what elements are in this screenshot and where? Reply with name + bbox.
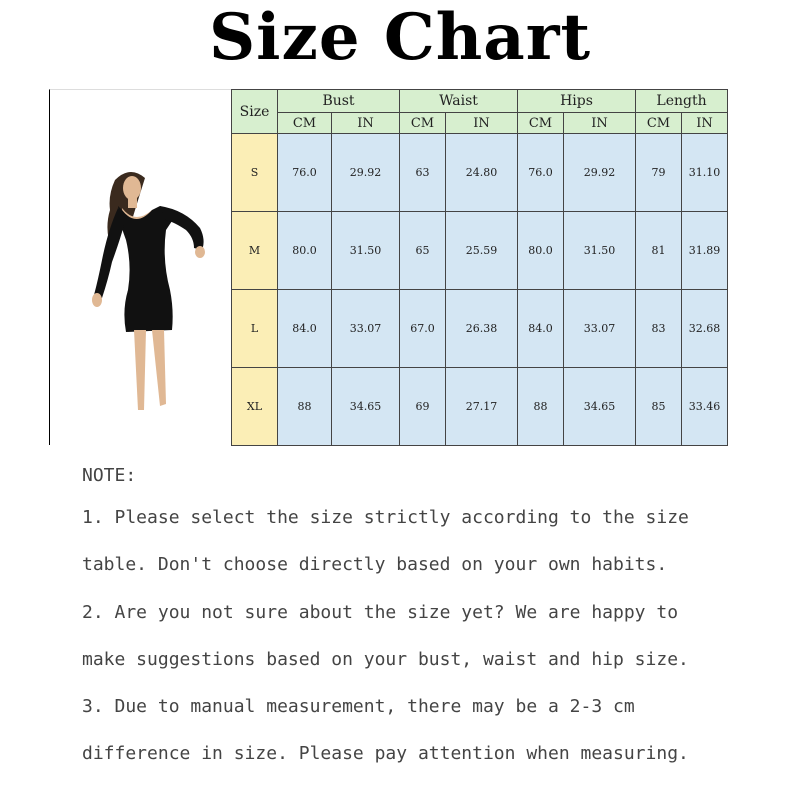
table-row [232,290,728,368]
page-title: Size Chart [208,0,592,75]
bust-in-header: IN [332,113,400,134]
bust-header: Bust [278,90,400,113]
value-cell: 33.07 [332,290,400,368]
product-photo [49,89,231,445]
waist-cm-header: CM [400,113,446,134]
value-cell: 88 [518,368,564,446]
value-cell: 76.0 [278,134,332,212]
size-cell: M [232,212,278,290]
value-cell: 31.50 [564,212,636,290]
waist-in-header: IN [446,113,518,134]
value-cell: 27.17 [446,368,518,446]
table-row [232,212,728,290]
notes-section [82,458,782,778]
bust-cm-header: CM [278,113,332,134]
value-cell: 31.89 [682,212,728,290]
value-cell: 80.0 [278,212,332,290]
value-cell: 81 [636,212,682,290]
note-line: difference in size. Please pay attention when measuring. [82,743,689,765]
value-cell: 29.92 [332,134,400,212]
value-cell: 69 [400,368,446,446]
table-row [232,368,728,446]
value-cell: 32.68 [682,290,728,368]
value-cell: 88 [278,368,332,446]
length-header: Length [636,90,728,113]
size-chart-table [231,89,728,446]
waist-header: Waist [400,90,518,113]
table-row [232,134,728,212]
length-cm-header: CM [636,113,682,134]
value-cell: 24.80 [446,134,518,212]
value-cell: 84.0 [278,290,332,368]
note-line: make suggestions based on your bust, waist and hip size. [82,648,689,670]
value-cell: 79 [636,134,682,212]
value-cell: 34.65 [332,368,400,446]
value-cell: 65 [400,212,446,290]
value-cell: 84.0 [518,290,564,368]
value-cell: 29.92 [564,134,636,212]
dress-model-illustration [90,170,210,430]
value-cell: 34.65 [564,368,636,446]
value-cell: 26.38 [446,290,518,368]
value-cell: 76.0 [518,134,564,212]
value-cell: 67.0 [400,290,446,368]
value-cell: 80.0 [518,212,564,290]
hips-cm-header: CM [518,113,564,134]
note-line: 2. Are you not sure about the size yet? We are happy to [82,601,679,623]
size-cell: L [232,290,278,368]
size-cell: XL [232,368,278,446]
value-cell: 31.10 [682,134,728,212]
value-cell: 31.50 [332,212,400,290]
value-cell: 33.07 [564,290,636,368]
size-column-header: Size [232,90,278,134]
note-line: 3. Due to manual measurement, there may be a 2-3 cm [82,696,635,718]
notes-heading: NOTE: [82,465,137,486]
value-cell: 83 [636,290,682,368]
hips-in-header: IN [564,113,636,134]
size-cell: S [232,134,278,212]
note-line: table. Don't choose directly based on your own habits. [82,554,668,576]
value-cell: 33.46 [682,368,728,446]
value-cell: 85 [636,368,682,446]
value-cell: 63 [400,134,446,212]
length-in-header: IN [682,113,728,134]
note-line: 1. Please select the size strictly according to the size [82,507,689,528]
hips-header: Hips [518,90,636,113]
value-cell: 25.59 [446,212,518,290]
